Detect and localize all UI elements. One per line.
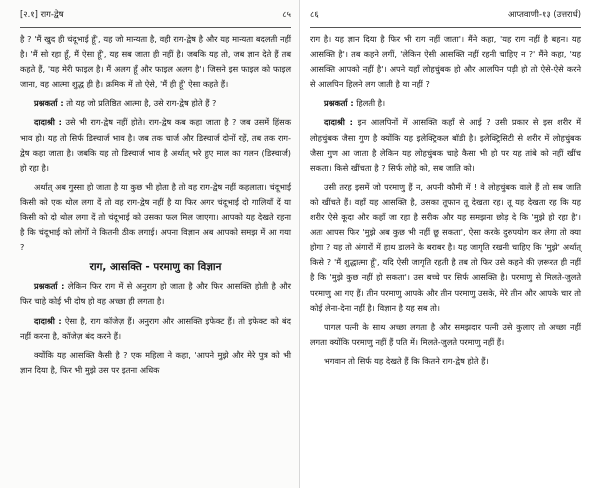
right-page-header [310, 8, 581, 22]
question-block [310, 96, 581, 111]
paragraph: भगवान तो सिर्फ यह देखते हैं कि कितने राग-द्वेष होते हैं। [324, 355, 489, 366]
right-page [300, 0, 599, 488]
left-page-header [20, 8, 291, 22]
answer-text: उसे भी राग-द्वेष नहीं होते। राग-द्वेष कब कहा जाता है ? जब उसमें हिंसक भाव हो। यह तो सिर्फ डिस्चार्ज भाव है। जब तक चार्ज और डिस्चार्ज दोनों रहें, तब तक राग-द्वेष कहा जाता है। जबकि यह तो डिस्चार्ज भाव है अर्थात् भरे हुए माल का गलन (डिस्चार्ज) हो रहा है। [20, 117, 291, 173]
question-text: तो यह जो प्रतिष्ठित आत्मा है, उसे राग-द्वेष होते हैं ? [66, 98, 217, 109]
speaker-dadashri: दादाश्री : [324, 117, 353, 128]
paragraph: उसी तरह इसमें जो परमाणु हैं न, अपनी कौमी में ! वे लोहचुंबक वाले हैं तो सब जाति को खींचते हैं। वहाँ यह आसक्ति है, उसका तूफान तू देखता रह। तू यह देखता रह कि यह शरीर ऐसे कूदा और कहाँ जा रहा है सरीक और यह समझना छोड़ दे कि 'मुझे हो रहा है'। अतः आपस फिर 'मुझे अब कुछ भी नहीं छू सकता', ऐसा करके दुरुपयोग कर लेगा तो क्या होगा ? यह तो अंगारों में हाथ डालने के बराबर है। यह जागृति रखनी चाहिए कि 'मुझे' अर्थात् किसे ? 'मैं शुद्धात्मा हूँ', यदि ऐसी जागृति रहती है तब तो फिर उसे कहने की ज़रूरत ही नहीं है कि 'मुझे कुछ नहीं हो सकता'। उस बच्चे पर सिर्फ आसक्ति है। परमाणु से मिलते-जुलते परमाणु आ गए हैं। तीन परमाणु आपके और तीन परमाणु उसके, मेरे तीन और आपके चार तो कोई लेना-देना नहीं है। विज्ञान है यह सब तो। [310, 181, 581, 313]
header-rule [310, 27, 581, 28]
left-page [0, 0, 299, 488]
question-text: हिलती है। [356, 98, 386, 109]
speaker-dadashri: दादाश्री : [34, 315, 62, 326]
page-number: ८६ [310, 9, 319, 20]
question-block [20, 96, 291, 111]
paragraph: है ? 'मैं खुद ही चंदूभाई हूँ', यह जो मान्यता है, वही राग-द्वेष है और यह मान्यता बदलती नहीं है। 'मैं सो रहा हूँ, मैं ऐसा हूँ', यह सब जाता ही नहीं है। जबकि यह तो, जब ज्ञान देते हैं तब कहते हैं, 'यह मेरी फाइल है। मैं अलग हूँ और फाइल अलग है'। जिसने इस फाइल को फाइल जाना, वह आत्मा शुद्ध ही है। क्रमिक में तो ऐसे, 'मैं ही हूँ' ऐसा कहते हैं। [20, 34, 291, 90]
speaker-questioner: प्रश्नकर्ता : [324, 98, 354, 109]
answer-text: इन आलपिनों में आसक्ति कहाँ से आई ? उसी प्रकार से इस शरीर में लोहचुंबक जैसा गुण है क्योंकि यह इलेक्ट्रिकल बॉडी है। इलेक्ट्रिसिटी से शरीर में लोहचुंबक जैसा गुण आ जाता है लेकिन यह लोहचुंबक चाहे कैसा भी हो पर यह तांबे को नहीं खींच सकता। किसे खींचता है ? सिर्फ लोहे को, सब जाति को। [310, 117, 581, 173]
book-title: आप्तवाणी-१३ (उत्तरार्ध) [507, 9, 581, 20]
question-text: लेकिन फिर राग में से अनुराग हो जाता है और फिर आसक्ति होती है और फिर चाहे कोई भी दोष हो वह अच्छा ही लगता है। [20, 281, 292, 307]
page-number: ८५ [282, 9, 291, 20]
answer-text: ऐसा है, राग कॉजेज़ हैं। अनुराग और आसक्ति इफेक्ट हैं। तो इफेक्ट को बंद नहीं करना है, कॉजेज़ बंद करने हैं। [20, 315, 291, 341]
paragraph: क्योंकि यह आसक्ति कैसी है ? एक महिला ने कहा, 'आपने मुझे और मेरे पुत्र को भी ज्ञान दिया है, फिर भी मुझे उस पर इतना अधिक [20, 349, 291, 375]
speaker-questioner: प्रश्नकर्ता : [34, 281, 65, 292]
section-title: राग, आसक्ति - परमाणु का विज्ञान [89, 261, 222, 274]
paragraph: राग है। यह ज्ञान दिया है फिर भी राग नहीं जाता'। मैंने कहा, 'यह राग नहीं है बहन। यह आसक्ति है'। तब कहने लगीं, 'लेकिन ऐसी आसक्ति नहीं रहनी चाहिए न ?' मैंने कहा, 'यह आसक्ति आपको नहीं है'। अपने यहाँ लोहचुंबक हो और आलपिन पड़ी हो तो ऐसे-ऐसे करने से आलपिन हिलने लग जाती है या नहीं ? [310, 34, 581, 90]
speaker-dadashri: दादाश्री : [34, 117, 62, 128]
paragraph: अर्थात् अब गुस्सा हो जाता है या कुछ भी होता है तो वह राग-द्वेष नहीं कहलाता। चंदूभाई किसी को एक थोल लगा दें तो वह राग-द्वेष नहीं है या फिर अगर चंदूभाई दो गालियाँ दें या किसी को दो थोल लगा दें तो चंदूभाई को उसका फल मिल जाएगा। आपको यह देखते रहना है कि चंदूभाई को लोगों ने कितनी ठीक लगाई। अपना विज्ञान अब आपको समझ में आ गया ? [20, 181, 291, 253]
header-rule [20, 27, 291, 28]
question-block [20, 279, 291, 309]
answer-block [20, 314, 291, 344]
paragraph: पागल पत्नी के साथ अच्छा लगता है और समझदार पत्नी उसे कुलाए तो अच्छा नहीं लगता क्योंकि परमाणु नहीं हैं पति में। मिलते-जुलते परमाणु नहीं हैं। [310, 321, 581, 347]
chapter-heading: [२.१] राग-द्वेष [20, 9, 64, 20]
answer-block [310, 115, 581, 175]
speaker-questioner: प्रश्नकर्ता : [34, 98, 64, 109]
answer-block [20, 115, 291, 175]
